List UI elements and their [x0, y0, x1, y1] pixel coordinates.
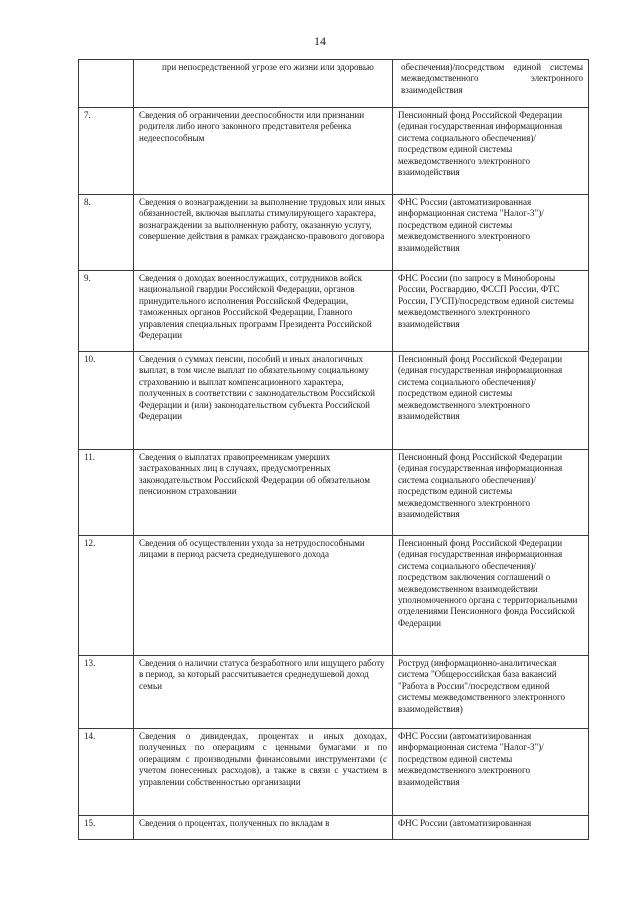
- row-number: 14.: [79, 729, 134, 816]
- row-description: Сведения о доходах военнослужащих, сотрудников войск национальной гвардии Российской Федерации, органов принудительного исполнения Российской Федерации, таможенных органов Российской Федерации, Главного управления специальных программ Президента Российской Федерации: [134, 271, 393, 352]
- row-number: 13.: [79, 656, 134, 729]
- row-source: ФНС России (автоматизированная информационная система "Налог-3")/посредством единой системы межведомственного электронного взаимодействия: [393, 195, 589, 271]
- row-number: [79, 60, 134, 108]
- row-description-text: Сведения о дивидендах, процентах и иных доходах, полученных по операциям с ценными бумагами и по операциям с производными финансовыми инструментами (с учетом понесенных расходов), а также в связи с участием в управлении собственностью организации: [139, 731, 387, 787]
- row-number: 7.: [79, 108, 134, 195]
- row-source: Пенсионный фонд Российской Федерации (единая государственная информационная система социального обеспечения)/посредством единой системы межведомственного электронного взаимодействия: [393, 108, 589, 195]
- table-row: [79, 729, 589, 816]
- row-source: ФНС России (автоматизированная: [393, 816, 589, 840]
- documents-table: [78, 59, 589, 840]
- row-source: Пенсионный фонд Российской Федерации (единая государственная информационная система социального обеспечения)/посредством единой системы межведомственного электронного взаимодействия: [393, 450, 589, 536]
- row-source: Пенсионный фонд Российской Федерации (единая государственная информационная система социального обеспечения)/посредством единой системы межведомственного электронного взаимодействия: [393, 352, 589, 450]
- row-description: Сведения о вознаграждении за выполнение трудовых или иных обязанностей, включая выплаты стимулирующего характера, вознаграждении за выполненную работу, оказанную услугу, совершение действия в рамках гражданско-правового договора: [134, 195, 393, 271]
- row-description: [134, 729, 393, 816]
- table-row: [79, 450, 589, 536]
- row-description: при непосредственной угрозе его жизни или здоровью: [134, 60, 393, 108]
- table-row: [79, 60, 589, 108]
- table-row: [79, 271, 589, 352]
- row-number: 15.: [79, 816, 134, 840]
- table-row: [79, 536, 589, 656]
- table-row: [79, 656, 589, 729]
- row-number: 12.: [79, 536, 134, 656]
- row-description: Сведения об осуществлении ухода за нетрудоспособными лицами в период расчета среднедушевого дохода: [134, 536, 393, 656]
- page-number: 14: [314, 34, 326, 48]
- table-row: [79, 108, 589, 195]
- row-source-text: обеспечения)/посредством единой системы межведомственного электронного взаимодействия: [401, 62, 583, 95]
- row-source: Пенсионный фонд Российской Федерации (единая государственная информационная система социального обеспечения)/посредством заключения соглашений о межведомственном взаимодействии уполномоченного органа с территориальными отделениями Пенсионного фонда Российской Федерации: [393, 536, 589, 656]
- table-row: [79, 195, 589, 271]
- row-number: 9.: [79, 271, 134, 352]
- row-source: ФНС России (по запросу в Минобороны России, Росгвардию, ФССП России, ФТС России, ГУСП)/посредством единой системы межведомственного электронного взаимодействия: [393, 271, 589, 352]
- row-number: 8.: [79, 195, 134, 271]
- row-number: 11.: [79, 450, 134, 536]
- table-row: [79, 816, 589, 840]
- row-description: Сведения о суммах пенсии, пособий и иных аналогичных выплат, в том числе выплат по обязательному социальному страхованию и выплат компенсационного характера, полученных в соответствии с законодательством Российской Федерации и (или) законодательством субъекта Российской Федерации: [134, 352, 393, 450]
- row-description: Сведения о выплатах правопреемникам умерших застрахованных лиц в случаях, предусмотренных законодательством Российской Федерации об обязательном пенсионном страховании: [134, 450, 393, 536]
- row-source: [393, 60, 589, 108]
- row-description: Сведения об ограничении дееспособности или признании родителя либо иного законного представителя ребенка недееспособным: [134, 108, 393, 195]
- row-source: Роструд (информационно-аналитическая система "Общероссийская база вакансий "Работа в России"/посредством единой системы межведомственного электронного взаимодействия): [393, 656, 589, 729]
- row-source: ФНС России (автоматизированная информационная система "Налог-3")/посредством единой системы межведомственного электронного взаимодействия: [393, 729, 589, 816]
- table-row: [79, 352, 589, 450]
- row-description: Сведения о процентах, полученных по вкладам в: [134, 816, 393, 840]
- row-number: 10.: [79, 352, 134, 450]
- row-description: Сведения о наличии статуса безработного или ищущего работу в период, за который рассчитывается среднедушевой доход семьи: [134, 656, 393, 729]
